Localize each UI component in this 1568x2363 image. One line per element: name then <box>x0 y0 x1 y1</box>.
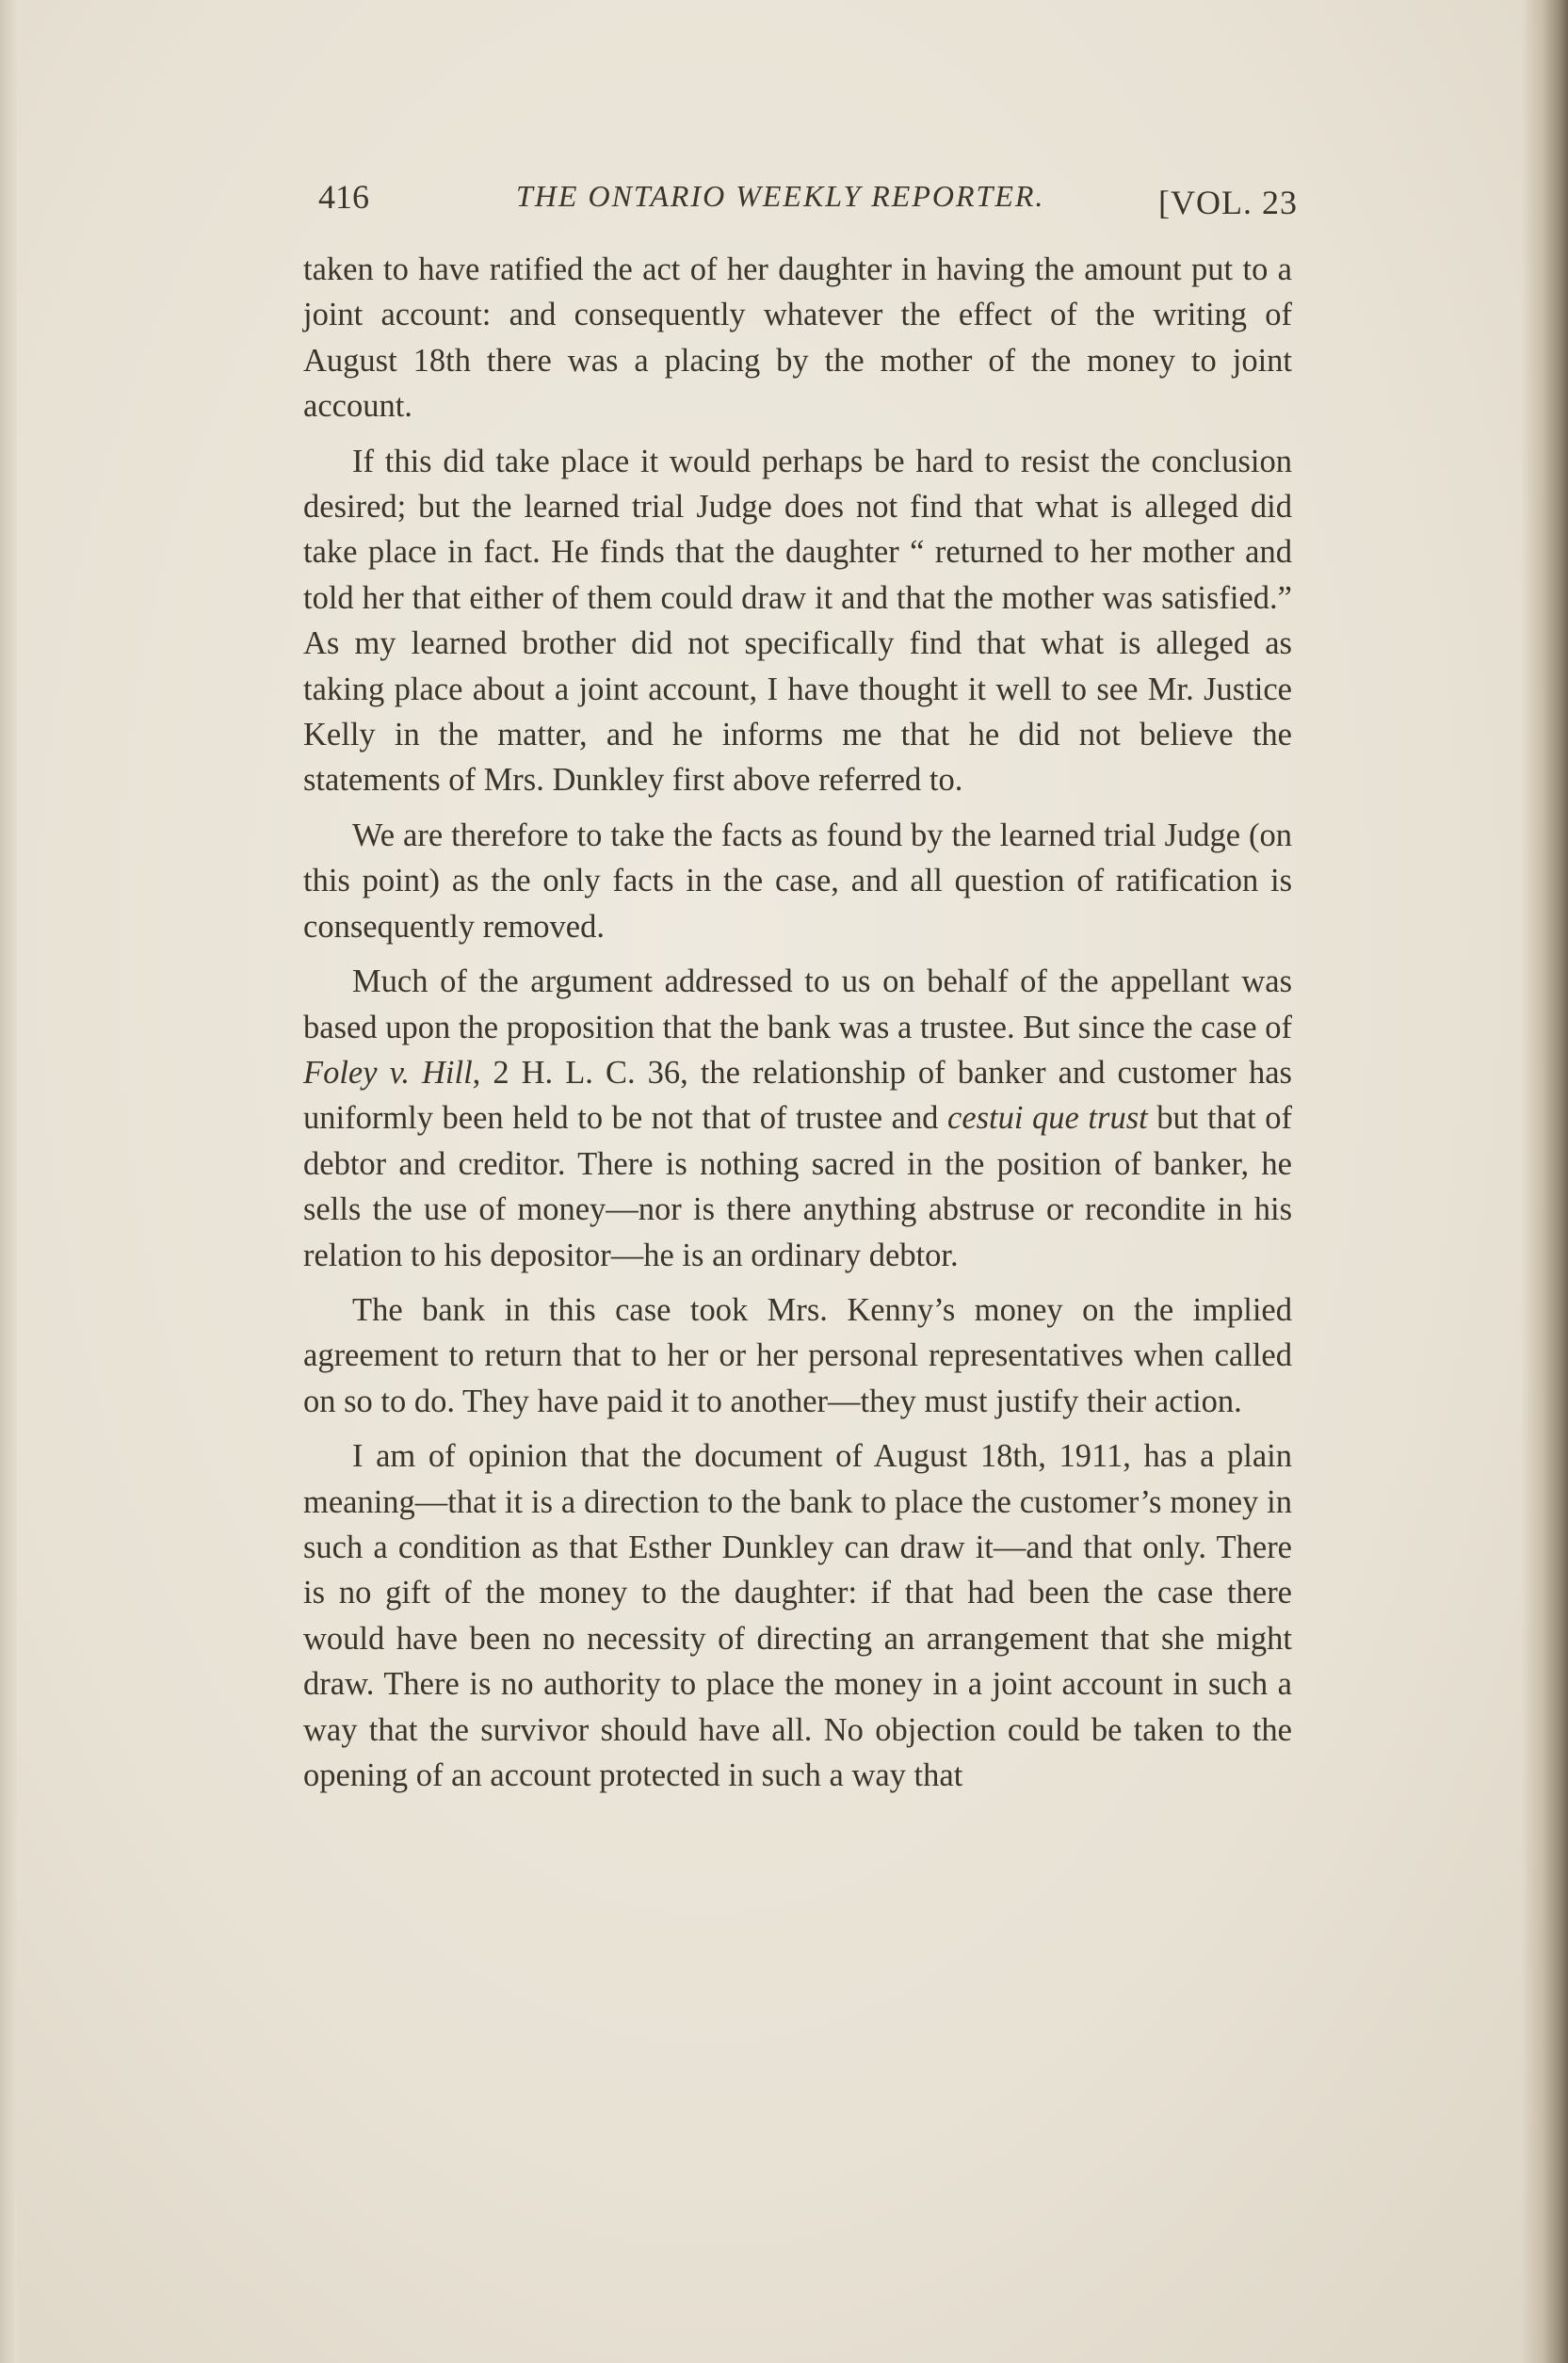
page-binding-edge <box>1521 0 1568 2363</box>
paragraph-4-text-b: , 2 H. L. C. 36, the relationship of banker and customer has uniformly been held to be not that of trustee and <box>303 1054 1292 1137</box>
paragraph-1: taken to have ratified the act of her daughter in having the amount put to a joint account: and consequently whatever the effect of the writing of August 18th there was a placing by the mother of the money to joint account. <box>303 251 1292 425</box>
paragraph-4-text-a: Much of the argument addressed to us on behalf of the appellant was based upon the proposition that the bank was a trustee. But since the case of <box>303 963 1292 1045</box>
running-header <box>318 177 1298 230</box>
paragraph-4 <box>303 959 1292 1278</box>
body-text <box>303 247 1292 1807</box>
paragraph-2: If this did take place it would perhaps be hard to resist the conclusion desired; but the learned trial Judge does not find that what is alleged did take place in fact. He finds that the daughter “ returned to her mother and told her that either of them could draw it and that the mother was satisfied.” As my learned brother did not specifically find that what is alleged as taking place about a joint account, I have thought it well to see Mr. Justice Kelly in the matter, and he informs me that he did not believe the statements of Mrs. Dunkley first above referred to. <box>303 443 1292 799</box>
page-left-edge <box>0 0 17 2363</box>
running-title: THE ONTARIO WEEKLY REPORTER. <box>516 179 1045 213</box>
paragraph-5: The bank in this case took Mrs. Kenny’s money on the implied agreement to return that to her or her personal representatives when called on so to do. They have paid it to another—they must justify their action. <box>303 1291 1292 1419</box>
page-number: 416 <box>318 178 369 216</box>
latin-term: cestui que trust <box>947 1100 1148 1137</box>
paragraph-3: We are therefore to take the facts as found by the learned trial Judge (on this point) as the only facts in the case, and all question of ratification is consequently removed. <box>303 817 1292 945</box>
paragraph-6: I am of opinion that the document of August 18th, 1911, has a plain meaning—that it is a direction to the bank to place the customer’s money in such a condition as that Esther Dunkley can draw it—and that only. There is no gift of the money to the daughter: if that had been the case there would have been no necessity of directing an arrangement that she might draw. There is no authority to place the money in a joint account in such a way that the survivor should have all. No objection could be taken to the opening of an account protected in such a way that <box>303 1438 1292 1793</box>
paragraph-4-text-c: but that of debtor and creditor. There is nothing sacred in the position of banker, he sells the use of money—nor is there anything abstruse or recondite in his relation to his depositor—he is an ordinary debtor. <box>303 1100 1293 1273</box>
case-name: Foley v. Hill <box>303 1054 473 1091</box>
volume-label: [VOL. 23 <box>1158 184 1298 221</box>
